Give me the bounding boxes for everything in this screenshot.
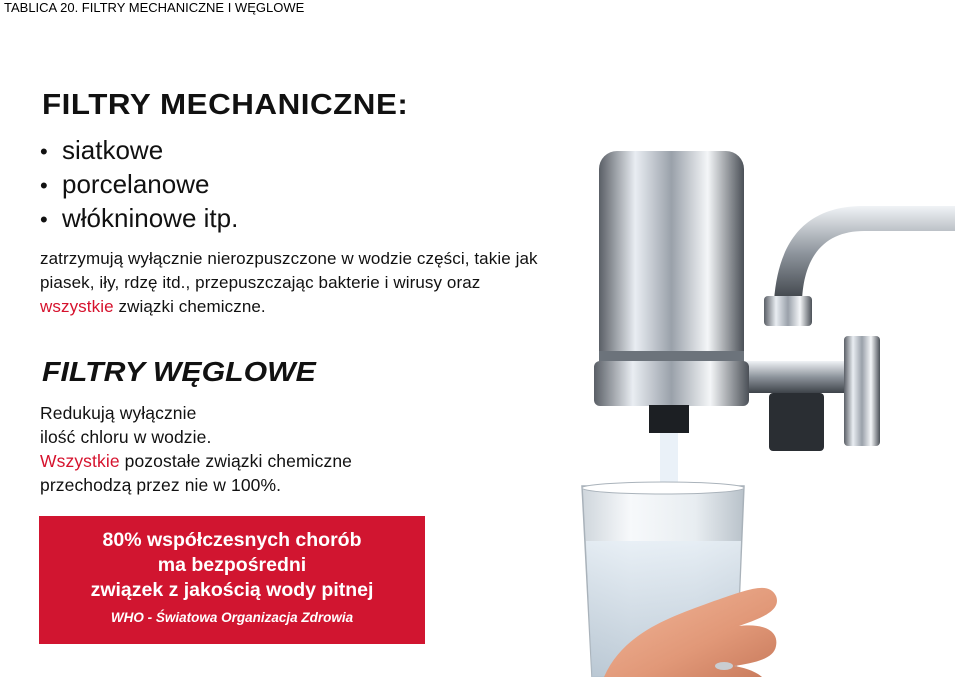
carbon-line-1: Redukują wyłącznie bbox=[40, 403, 197, 423]
bullet-icon: • bbox=[40, 173, 48, 198]
carbon-filters-description bbox=[40, 401, 460, 497]
faucet-filter-with-glass-illustration bbox=[564, 111, 955, 677]
carbon-line-2: ilość chloru w wodzie. bbox=[40, 427, 212, 447]
description-text-end: związki chemiczne. bbox=[113, 297, 266, 316]
mechanical-filters-description bbox=[40, 247, 540, 319]
list-item-label: porcelanowe bbox=[62, 169, 210, 199]
description-text: zatrzymują wyłącznie nierozpuszczone w wodzie części, takie jak piasek, iły, rdzę itd., przepuszczając bakterie i wirusy oraz bbox=[40, 249, 538, 292]
page-title: TABLICA 20. FILTRY MECHANICZNE I WĘGLOWE bbox=[4, 0, 305, 15]
highlight-text: wszystkie bbox=[40, 297, 114, 316]
bullet-icon: • bbox=[40, 207, 48, 232]
mechanical-filters-heading: FILTRY MECHANICZNE: bbox=[42, 89, 409, 121]
highlight-text: Wszystkie bbox=[40, 451, 120, 471]
mechanical-filters-list bbox=[40, 133, 238, 235]
list-item-label: siatkowe bbox=[62, 135, 164, 165]
carbon-line-3: pozostałe związki chemiczne bbox=[119, 451, 352, 471]
who-statistic-box bbox=[39, 516, 425, 644]
carbon-line-4: przechodzą przez nie w 100%. bbox=[40, 475, 282, 495]
list-item bbox=[40, 133, 238, 167]
who-statistic-line-3: związek z jakością wody pitnej bbox=[90, 579, 374, 601]
who-statistic-line-1: 80% współczesnych chorób bbox=[102, 529, 362, 551]
carbon-filters-heading: FILTRY WĘGLOWE bbox=[42, 356, 316, 387]
list-item bbox=[40, 201, 238, 235]
list-item bbox=[40, 167, 238, 201]
who-statistic-line-2: ma bezpośredni bbox=[157, 554, 307, 576]
who-source: WHO - Światowa Organizacja Zdrowia bbox=[110, 610, 354, 625]
slide bbox=[4, 51, 955, 677]
list-item-label: włókninowe itp. bbox=[62, 203, 239, 233]
bullet-icon: • bbox=[40, 139, 48, 164]
